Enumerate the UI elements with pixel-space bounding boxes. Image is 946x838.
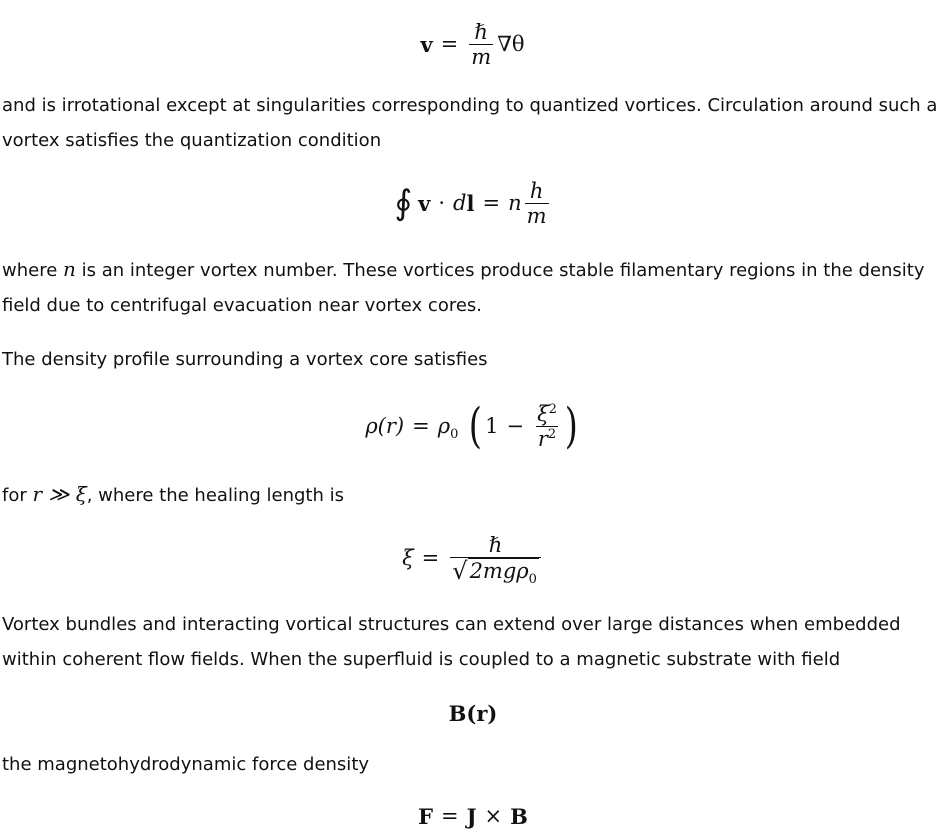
fraction-denominator: m <box>471 44 492 69</box>
magnetic-field-expression <box>0 696 946 730</box>
radicand-text: 2mgρ <box>469 558 529 583</box>
paragraph-text: where <box>2 260 64 281</box>
force-vector: F <box>418 803 433 829</box>
radicand <box>468 558 539 587</box>
circulation-equation <box>0 172 946 234</box>
rho-symbol: ρ <box>437 414 451 438</box>
paragraph-text: for <box>2 485 33 506</box>
differential-d: d <box>453 191 467 215</box>
cross-product-sign: × <box>484 804 503 828</box>
left-paren: ( <box>469 398 483 454</box>
equals-sign: = <box>441 804 459 828</box>
subscript-zero: 0 <box>528 571 537 587</box>
right-paren: ) <box>564 398 578 454</box>
healing-length-equation <box>0 528 946 588</box>
equals-sign: = <box>440 32 459 56</box>
paragraph-vortex-number <box>2 252 942 323</box>
paragraph-vortex-bundles: Vortex bundles and interacting vortical structures can extend over large distances when embedded within coherent flow fields. When the superfluid is coupled to a magnetic substrate with field <box>2 614 901 670</box>
equals-sign: = <box>412 414 430 438</box>
healing-fraction <box>450 532 541 587</box>
density-equation <box>0 394 946 458</box>
line-element: l <box>466 190 475 216</box>
equals-sign: = <box>482 191 501 215</box>
xi-over-r-fraction <box>535 402 559 451</box>
position-argument: (r) <box>466 700 498 726</box>
r-symbol: r <box>537 426 548 451</box>
fraction-denominator: m <box>526 203 547 228</box>
velocity-equation <box>0 14 946 74</box>
magnetic-field-symbol: B <box>448 700 467 726</box>
paragraph-irrotational: and is irrotational except at singularities corresponding to quantized vortices. Circulation around such a vortex satisfies the quantization condition <box>2 95 938 151</box>
fraction-numerator <box>535 402 559 426</box>
contour-integral-symbol: ∮ <box>394 183 413 223</box>
fraction-denominator <box>536 426 558 451</box>
inline-math-n: n <box>63 257 76 281</box>
square-root <box>452 556 539 587</box>
fraction-numerator: ℏ <box>488 532 503 557</box>
fraction-numerator: h <box>529 178 544 203</box>
magnetic-field-vector: B <box>510 803 528 829</box>
paragraph-text: is an integer vortex number. These vortices produce stable filamentary regions in the density field due to centrifugal evacuation near vortex cores. <box>2 260 925 316</box>
h-over-m-fraction <box>525 179 549 228</box>
hbar-over-m-fraction <box>469 20 493 69</box>
superscript-two: 2 <box>548 401 557 417</box>
xi-symbol: ξ <box>537 401 549 426</box>
gradient-theta: ∇θ <box>497 32 525 56</box>
velocity-vector: v <box>420 31 433 57</box>
paragraph-text: , where the healing length is <box>86 485 344 506</box>
one: 1 <box>485 414 499 438</box>
paragraph-density-profile: The density profile surrounding a vortex core satisfies <box>2 349 488 370</box>
velocity-vector: v <box>418 190 431 216</box>
minus-sign: − <box>506 414 525 438</box>
radical-sign: √ <box>452 556 468 585</box>
xi-symbol: ξ <box>402 546 414 570</box>
density-function: ρ(r) <box>365 414 405 438</box>
equals-sign: = <box>421 546 440 570</box>
dot-operator: · <box>438 191 446 215</box>
vortex-number: n <box>508 191 522 215</box>
paragraph-healing-intro <box>2 477 942 513</box>
inline-math-r-much-greater-xi: r ≫ ξ <box>32 482 87 506</box>
subscript-zero: 0 <box>450 427 459 443</box>
superscript-two: 2 <box>547 426 557 442</box>
force-equation <box>0 799 946 833</box>
fraction-numerator: ℏ <box>474 19 488 44</box>
paragraph-mhd-force: the magnetohydrodynamic force density <box>2 754 370 775</box>
current-density-vector: J <box>466 803 477 829</box>
fraction-denominator <box>450 556 541 587</box>
rho-zero <box>437 414 459 443</box>
